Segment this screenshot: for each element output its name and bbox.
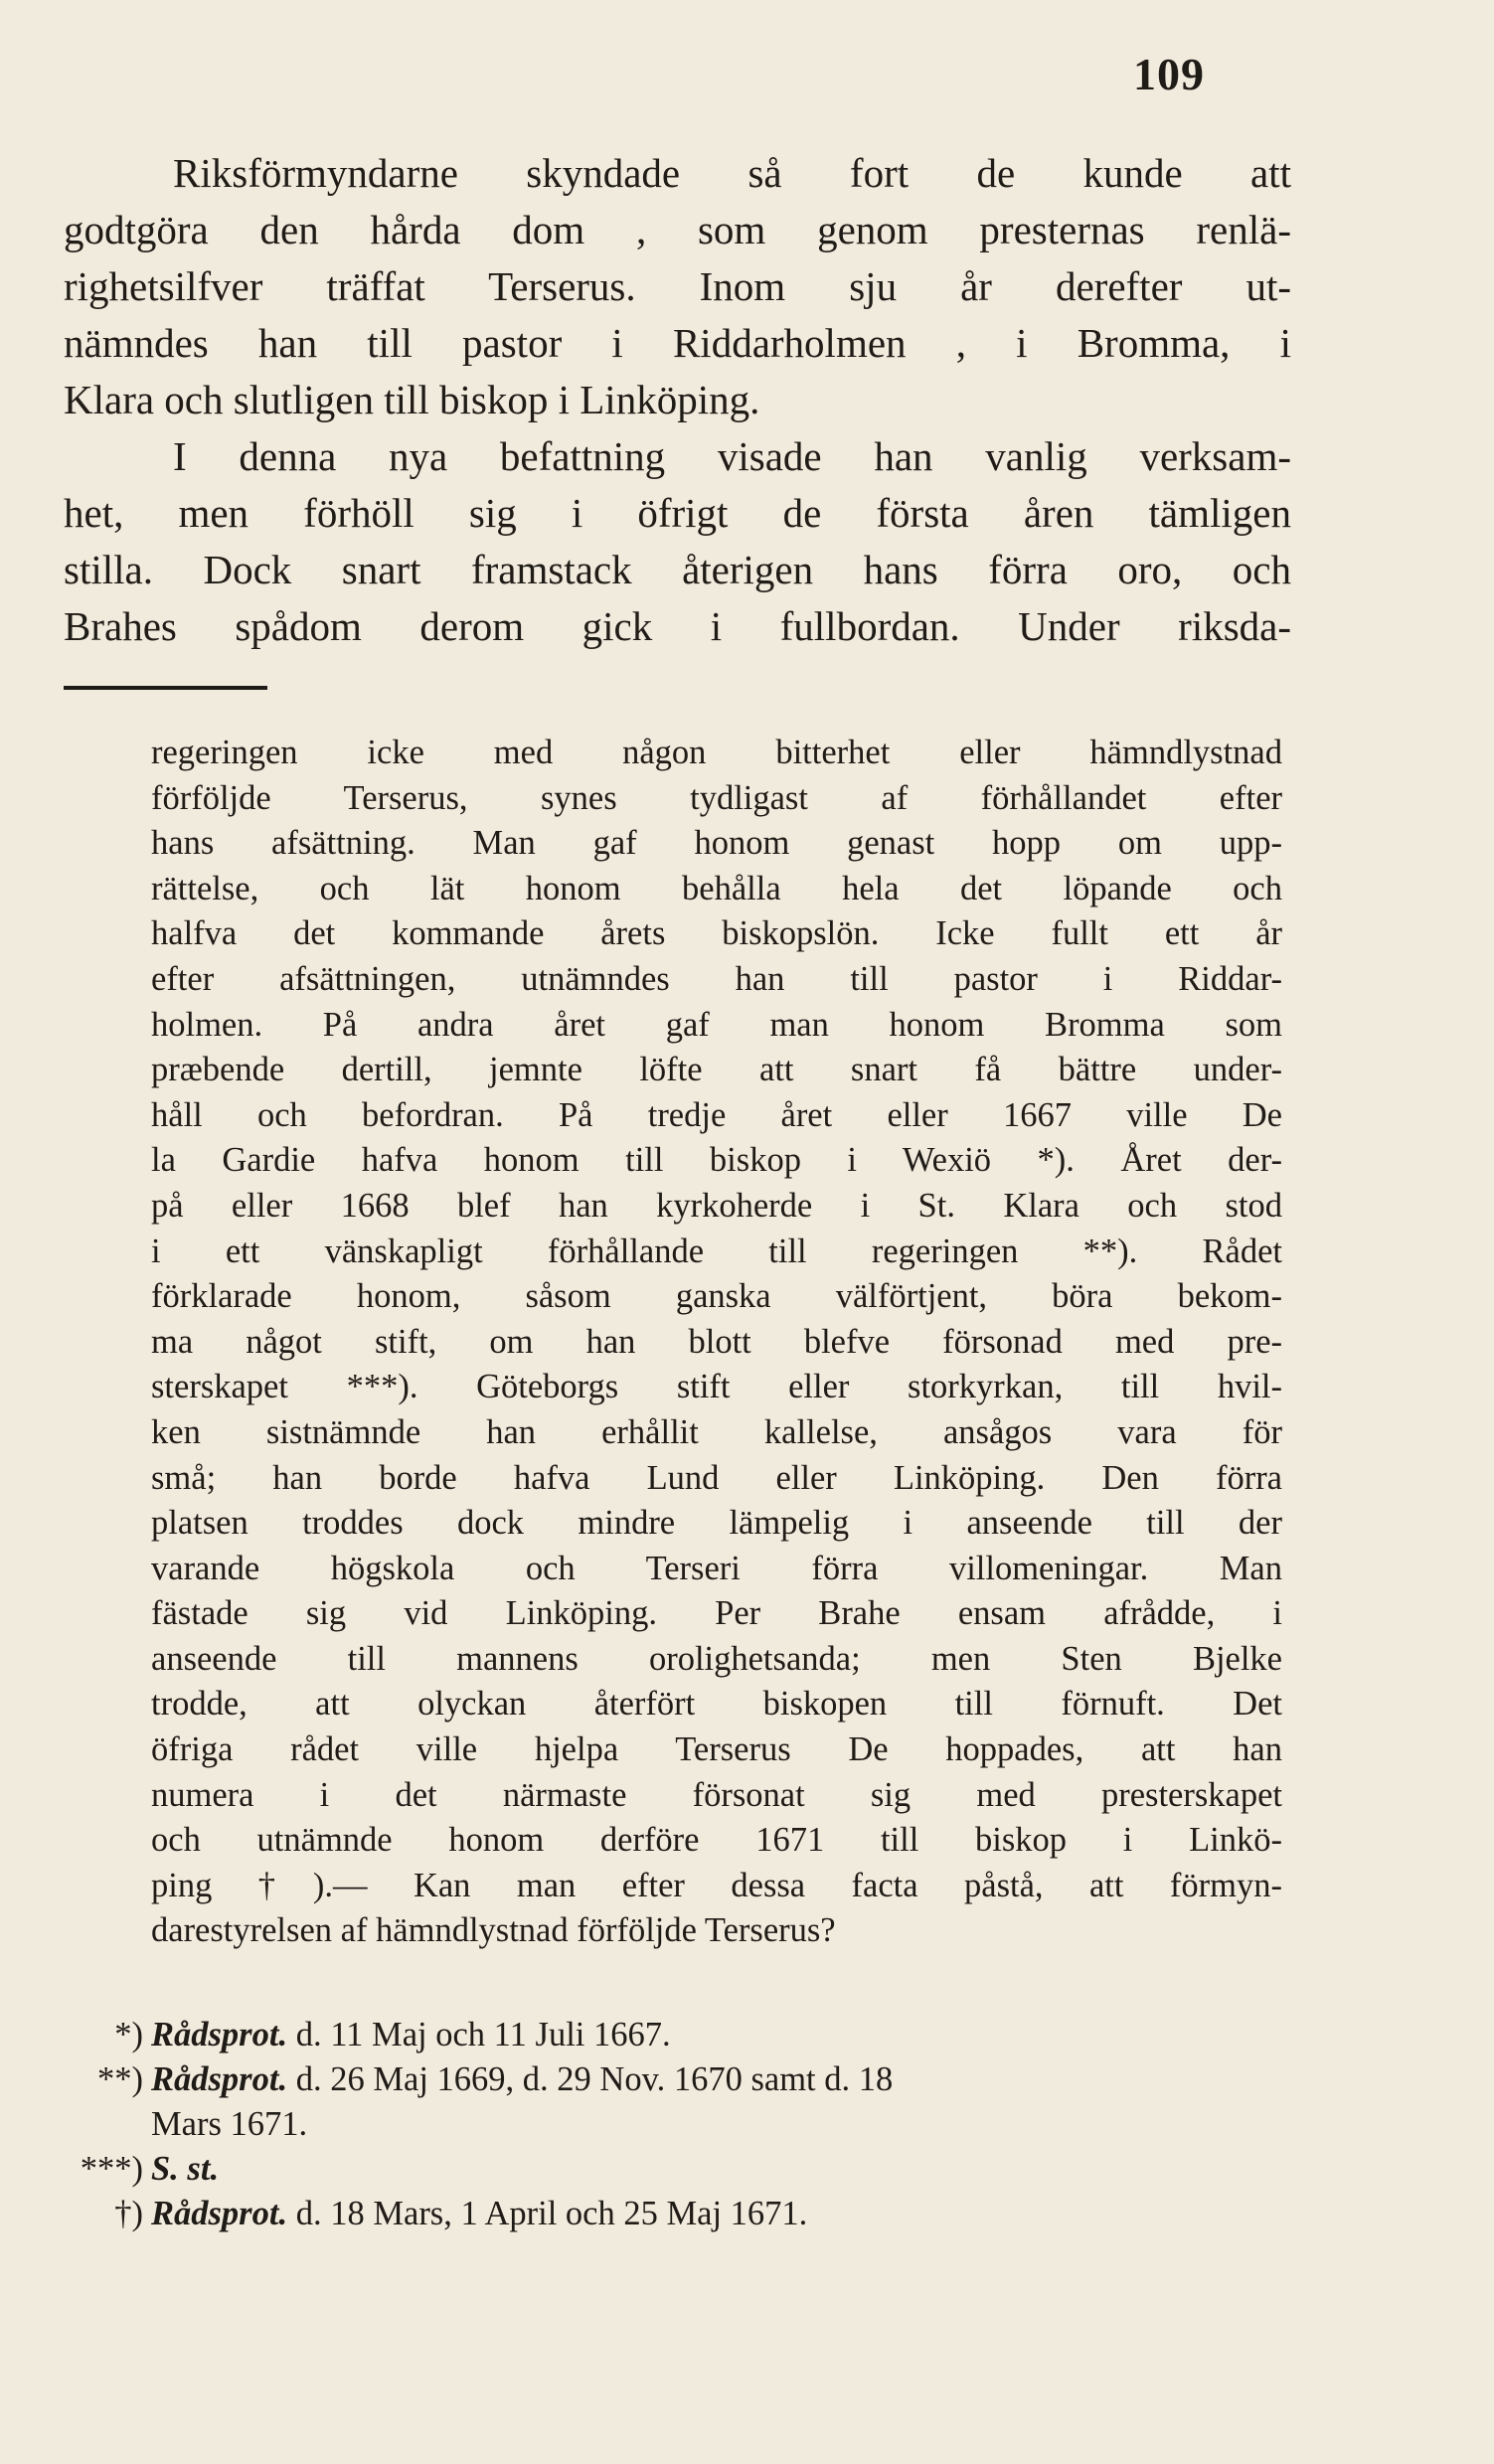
main-text-line: I denna nya befattning visade han vanlig verksam- (173, 433, 1291, 479)
note-text-line: små; han borde hafva Lund eller Linköping. Den förra (151, 1458, 1282, 1497)
note-text-line: efter afsättningen, utnämndes han till pastor i Riddar- (151, 959, 1282, 998)
footnote-mark: *) (114, 2016, 143, 2053)
main-text-line: righetsilfver träffat Terserus. Inom sju år derefter ut- (64, 263, 1291, 309)
note-text-line: ping †).— Kan man efter dessa facta påstå, att förmyn- (151, 1866, 1282, 1904)
footnote-mark: †) (114, 2195, 143, 2232)
note-text-block (151, 731, 1282, 1954)
footnote-text: d. 11 Maj och 11 Juli 1667. (287, 2016, 671, 2053)
note-text-line: ma något stift, om han blott blefve försonad med pre- (151, 1322, 1282, 1361)
footnote-source: S. st. (151, 2150, 220, 2188)
note-text-line: i ett vänskapligt förhållande till regeringen **). Rådet (151, 1232, 1282, 1270)
note-text-line: förklarade honom, såsom ganska välförtjent, böra bekom- (151, 1277, 1282, 1316)
footnote-mark: ***) (80, 2150, 143, 2188)
note-text-line: numera i det närmaste försonat sig med presterskapet (151, 1775, 1282, 1814)
note-text-line: anseende till mannens orolighetsanda; men Sten Bjelke (151, 1639, 1282, 1678)
main-text-line: nämndes han till pastor i Riddarholmen , i Bromma, i (64, 320, 1291, 366)
note-text-line: sterskapet ***). Göteborgs stift eller storkyrkan, till hvil- (151, 1368, 1282, 1406)
note-text-line: platsen troddes dock mindre lämpelig i anseende till der (151, 1504, 1282, 1543)
footnotes-block (64, 2013, 1296, 2236)
footnote-source: Rådsprot. (151, 2016, 288, 2053)
note-text-line: på eller 1668 blef han kyrkoherde i St. Klara och stod (151, 1186, 1282, 1225)
note-text-line: håll och befordran. På tredje året eller 1667 ville De (151, 1095, 1282, 1134)
main-text-line: stilla. Dock snart framstack återigen hans förra oro, och (64, 547, 1291, 592)
main-text-block (64, 145, 1291, 655)
main-text-line: Riksförmyndarne skyndade så fort de kunde att (173, 150, 1291, 196)
note-text-line: la Gardie hafva honom till biskop i Wexiö *). Året der- (151, 1141, 1282, 1180)
footnote (64, 2192, 1296, 2236)
main-text-line: godtgöra den hårda dom , som genom presternas renlä- (64, 207, 1291, 252)
note-text-line: hans afsättning. Man gaf honom genast hopp om upp- (151, 824, 1282, 863)
footnote (64, 2013, 1296, 2057)
footnote-text: d. 18 Mars, 1 April och 25 Maj 1671. (287, 2195, 808, 2232)
note-text-line: och utnämnde honom derföre 1671 till biskop i Linkö- (151, 1821, 1282, 1860)
note-text-line: ken sistnämnde han erhållit kallelse, ansågos vara för (151, 1412, 1282, 1451)
note-text-line: varande högskola och Terseri förra villomeningar. Man (151, 1549, 1282, 1587)
note-text-line: halfva det kommande årets biskopslön. Icke fullt ett år (151, 914, 1282, 953)
note-text-line: darestyrelsen af hämndlystnad förföljde Terserus? (151, 1911, 836, 1950)
page-number: 109 (1133, 49, 1205, 99)
main-text-line: Brahes spådom derom gick i fullbordan. Under riksda- (64, 603, 1291, 649)
footnote (64, 2147, 1296, 2192)
footnote (64, 2057, 1296, 2102)
note-text-line: præbende dertill, jemnte löfte att snart få bättre under- (151, 1051, 1282, 1089)
footnote-source: Rådsprot. (151, 2195, 288, 2232)
note-text-line: trodde, att olyckan återfört biskopen till förnuft. Det (151, 1685, 1282, 1724)
footnote-mark: **) (97, 2060, 143, 2098)
main-text-line: Klara och slutligen till biskop i Linköping. (64, 377, 760, 422)
main-text-line: het, men förhöll sig i öfrigt de första åren tämligen (64, 490, 1291, 536)
note-text-line: förföljde Terserus, synes tydligast af förhållandet efter (151, 778, 1282, 817)
note-text-line: öfriga rådet ville hjelpa Terserus De hoppades, att han (151, 1730, 1282, 1769)
note-text-line: fästade sig vid Linköping. Per Brahe ensam afrådde, i (151, 1594, 1282, 1633)
note-text-line: regeringen icke med någon bitterhet eller hämndlystnad (151, 734, 1282, 771)
footnote-continuation: Mars 1671. (151, 2105, 308, 2143)
footnote-source: Rådsprot. (151, 2060, 288, 2098)
note-text-line: rättelse, och lät honom behålla hela det löpande och (151, 869, 1282, 907)
footnote-text: d. 26 Maj 1669, d. 29 Nov. 1670 samt d. 18 (287, 2060, 894, 2098)
note-separator-rule (64, 686, 267, 690)
note-text-line: holmen. På andra året gaf man honom Bromma som (151, 1005, 1282, 1044)
